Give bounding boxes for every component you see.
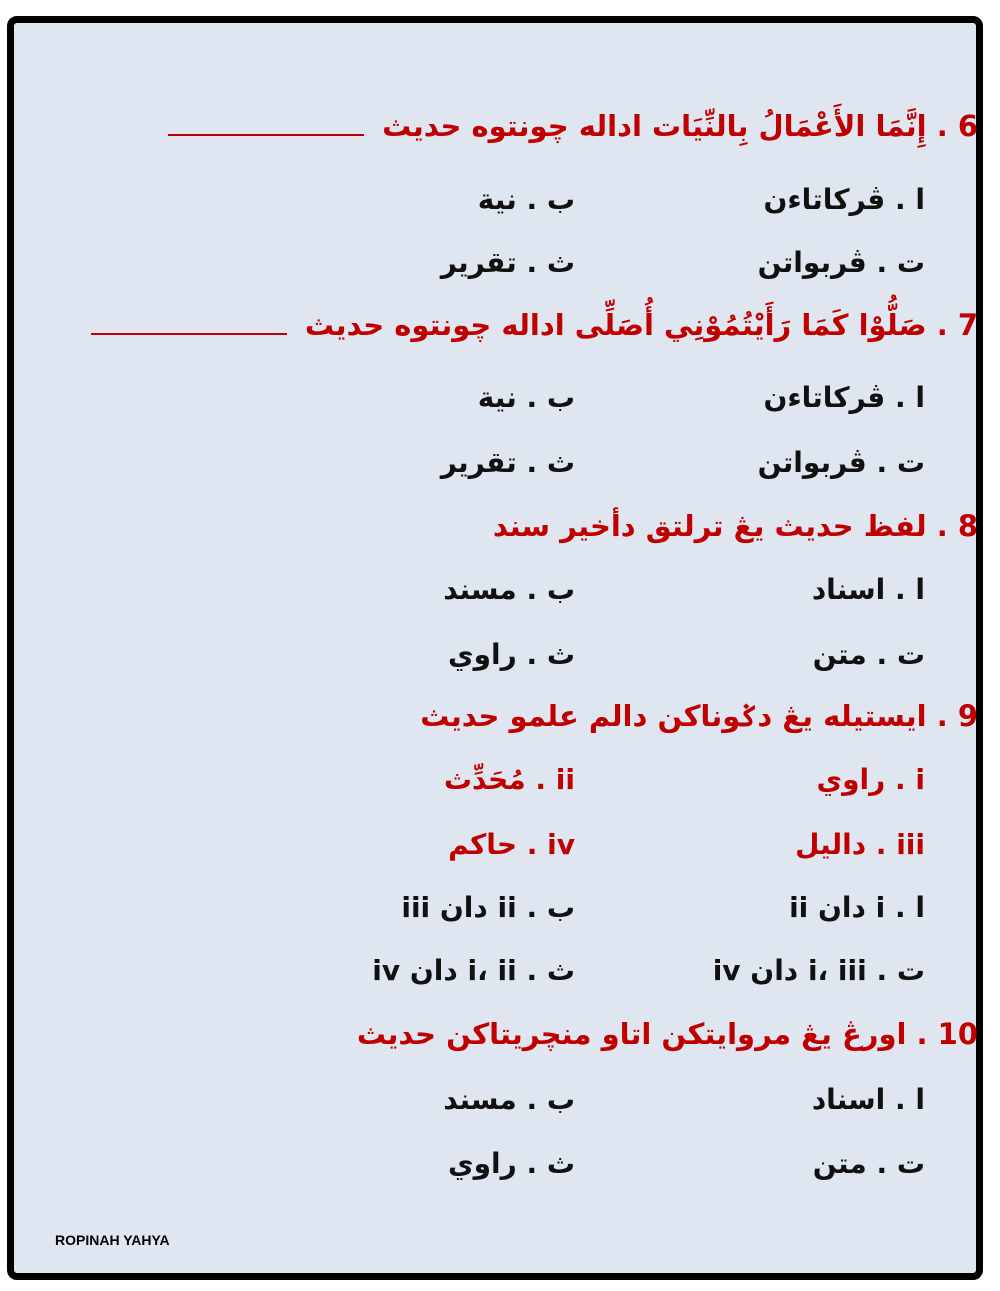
question-7-text: 7 . صَلُّوْا كَمَا رَأَيْتُمُوْنِي أُصَلِّى اداله چونتوه حديث — [304, 308, 978, 342]
question-6 — [168, 106, 978, 146]
question-10-option-d[interactable]: ث . راوي — [447, 1147, 575, 1180]
question-10-text: 10 . اورڠ يڠ مروايتكن اتاو منچريتاكن حديث — [356, 1017, 978, 1051]
question-8-option-a[interactable]: ا . اسناد — [811, 573, 925, 606]
question-6-option-d[interactable]: ث . تقرير — [440, 246, 575, 279]
question-7-blank[interactable] — [91, 309, 287, 335]
question-9-item-ii: ii . مُحَدِّث — [443, 763, 575, 796]
question-6-text: 6 . إِنَّمَا الأَعْمَالُ بِالنِّيَات اداله چونتوه حديث — [382, 109, 978, 143]
author-footer: ROPINAH YAHYA — [55, 1232, 170, 1248]
question-8-option-c[interactable]: ت . متن — [812, 638, 925, 671]
question-9-option-b[interactable]: ب . ii دان iii — [401, 891, 575, 924]
question-8-option-b[interactable]: ب . مسند — [443, 573, 575, 606]
question-10-option-a[interactable]: ا . اسناد — [811, 1083, 925, 1116]
question-9-option-a[interactable]: ا . i دان ii — [789, 891, 925, 924]
question-9-option-d[interactable]: ث . i، ii دان iv — [372, 954, 575, 987]
question-10-option-c[interactable]: ت . متن — [812, 1147, 925, 1180]
question-9 — [420, 696, 978, 736]
question-6-option-a[interactable]: ا . ڤركاتاءن — [763, 183, 925, 216]
question-8 — [493, 506, 978, 546]
question-7-option-b[interactable]: ب . نية — [477, 381, 575, 414]
question-9-text: 9 . ايستيله يڠ دݢوناكن دالم علمو حديث — [420, 699, 978, 733]
question-7-option-c[interactable]: ت . ڤربواتن — [757, 446, 925, 479]
question-8-option-d[interactable]: ث . راوي — [447, 638, 575, 671]
question-9-option-c[interactable]: ت . i، iii دان iv — [712, 954, 925, 987]
question-10 — [357, 1014, 978, 1054]
question-6-option-c[interactable]: ت . ڤربواتن — [757, 246, 925, 279]
question-8-text: 8 . لفظ حديث يڠ ترلتق دأخير سند — [492, 509, 978, 543]
question-7 — [91, 305, 978, 345]
question-7-option-d[interactable]: ث . تقرير — [440, 446, 575, 479]
question-10-option-b[interactable]: ب . مسند — [443, 1083, 575, 1116]
question-9-item-iv: iv . حاكم — [448, 828, 575, 861]
question-7-option-a[interactable]: ا . ڤركاتاءن — [763, 381, 925, 414]
question-6-blank[interactable] — [168, 110, 364, 136]
question-9-item-i: i . راوي — [816, 763, 925, 796]
question-9-item-iii: iii . داليل — [795, 828, 925, 861]
question-6-option-b[interactable]: ب . نية — [477, 183, 575, 216]
